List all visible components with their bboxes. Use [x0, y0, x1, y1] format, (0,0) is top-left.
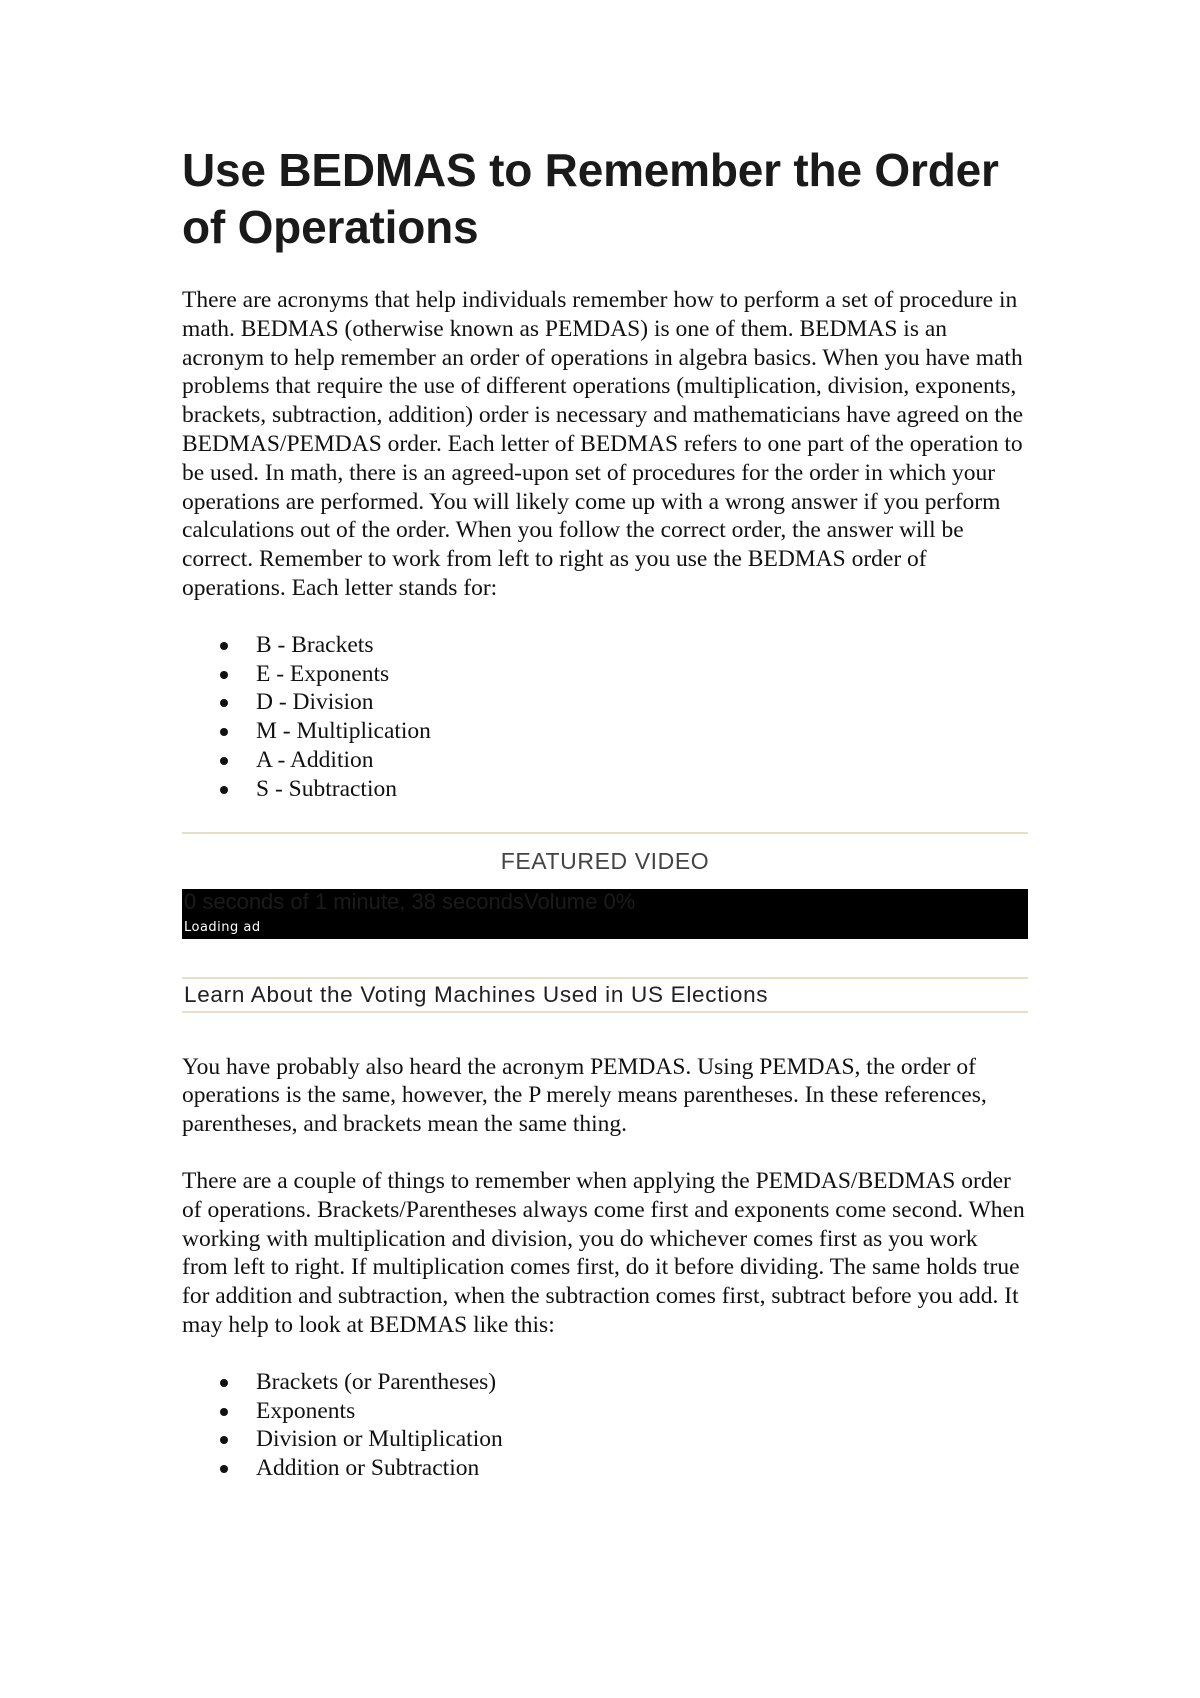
list-item: A - Addition	[256, 746, 1028, 775]
rules-paragraph: There are a couple of things to remember when applying the PEMDAS/BEDMAS order of operations. Brackets/Parentheses always come first and exponents come second. When working with multiplication and division, you do whichever comes first as you work from left to right. If multiplication comes first, do it before dividing. The same holds true for addition and subtraction, when the subtraction comes first, subtract before you add. It may help to look at BEDMAS like this:	[182, 1167, 1025, 1338]
list-item: M - Multiplication	[256, 717, 1028, 746]
list-item: E - Exponents	[256, 660, 1028, 689]
bedmas-summary-list	[182, 1368, 1028, 1483]
list-item: D - Division	[256, 688, 1028, 717]
divider	[182, 832, 1028, 834]
list-item: Brackets (or Parentheses)	[256, 1368, 1028, 1397]
list-item: Addition or Subtraction	[256, 1454, 1028, 1483]
featured-video-section	[182, 832, 1028, 1013]
video-status-text: 0 seconds of 1 minute, 38 secondsVolume 0%	[184, 888, 636, 914]
pemdas-paragraph: You have probably also heard the acronym PEMDAS. Using PEMDAS, the order of operations is the same, however, the P merely means parentheses. In these references, parentheses, and brackets mean the same thing.	[182, 1053, 987, 1138]
bedmas-letter-list	[182, 631, 1028, 804]
featured-video-label: FEATURED VIDEO	[500, 847, 710, 874]
list-item: Exponents	[256, 1397, 1028, 1426]
intro-paragraph: There are acronyms that help individuals remember how to perform a set of procedure in math. BEDMAS (otherwise known as PEMDAS) is one of them. BEDMAS is an acronym to help remember an order of operations in algebra basics. When you have math problems that require the use of different operations (multiplication, division, exponents, brackets, subtraction, addition) order is necessary and mathematicians have agreed on the BEDMAS/PEMDAS order. Each letter of BEDMAS refers to one part of the operation to be used. In math, there is an agreed-upon set of procedures for the order in which your operations are performed. You will likely come up with a wrong answer if you perform calculations out of the order. When you follow the correct order, the answer will be correct. Remember to work from left to right as you use the BEDMAS order of operations. Each letter stands for:	[182, 287, 1024, 601]
list-item: S - Subtraction	[256, 775, 1028, 804]
video-player[interactable]	[182, 889, 1028, 939]
related-video-link[interactable]: Learn About the Voting Machines Used in US Elections	[184, 981, 769, 1007]
list-item: Division or Multiplication	[256, 1425, 1028, 1454]
loading-ad-text: Loading ad	[184, 919, 261, 935]
list-item: B - Brackets	[256, 631, 1028, 660]
page-title: Use BEDMAS to Remember the Order of Operations	[182, 144, 999, 253]
related-video-bar	[182, 977, 1028, 1013]
article	[182, 142, 1028, 1511]
